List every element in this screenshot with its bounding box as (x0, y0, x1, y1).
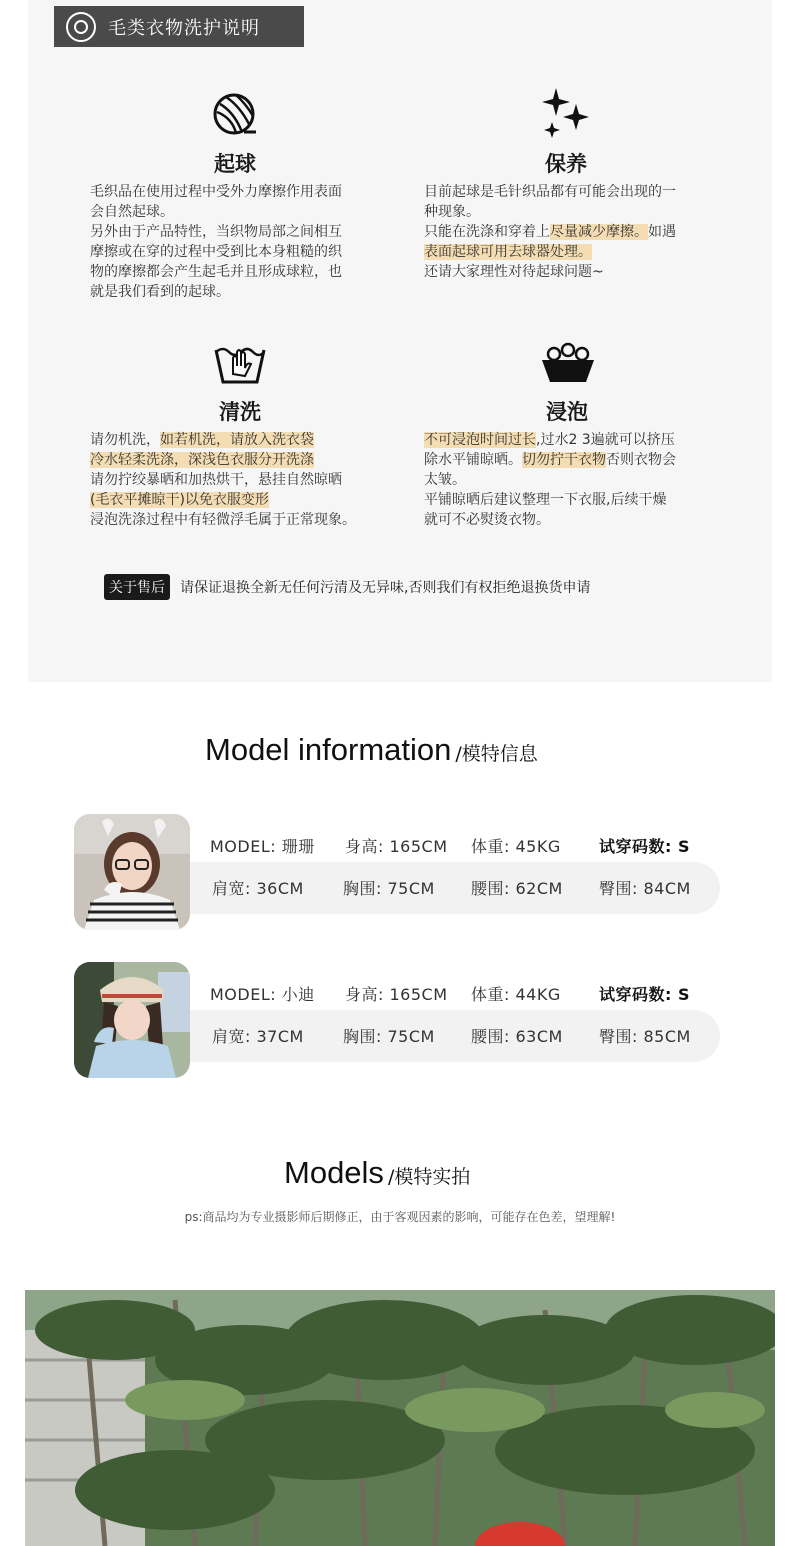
model-weight: 体重: 44KG (471, 985, 561, 1004)
model-avatar (74, 962, 190, 1078)
body-text: 平铺晾晒后建议整理一下衣服,后续干燥 (424, 492, 667, 508)
model-photo (25, 1290, 775, 1546)
care-text-line (90, 470, 356, 490)
body-text: 会自然起球。 (90, 204, 174, 220)
models-title-cn: /模特实拍 (387, 1166, 471, 1188)
care-section-body (90, 430, 356, 530)
care-text-line (90, 490, 356, 510)
body-text: 太皱。 (424, 472, 466, 488)
highlighted-text: 不可浸泡时间过长 (424, 432, 536, 448)
model-card (74, 962, 720, 1080)
body-text: 就是我们看到的起球。 (90, 284, 230, 300)
care-text-line (424, 262, 676, 282)
models-title (284, 1155, 470, 1191)
model-info-title (205, 732, 538, 768)
body-text: 请勿机洗， (90, 432, 160, 448)
body-text: 摩擦或在穿的过程中受到比本身粗糙的织 (90, 244, 342, 260)
care-text-line (90, 182, 342, 202)
soak-basin-icon (540, 342, 596, 384)
model-avatar (74, 814, 190, 930)
body-text: 还请大家理性对待起球问题~ (424, 264, 604, 280)
model-chest: 胸围: 75CM (343, 879, 435, 898)
model-card (74, 814, 720, 932)
model-weight: 体重: 45KG (471, 837, 561, 856)
care-text-line (90, 430, 356, 450)
care-section-title: 起球 (214, 152, 256, 176)
body-text: 物的摩擦都会产生起毛并且形成球粒，也 (90, 264, 342, 280)
body-text: 请勿拧绞暴晒和加热烘干，悬挂自然晾晒 (90, 472, 342, 488)
model-waist: 腰围: 63CM (471, 1027, 563, 1046)
body-text: 如遇 (648, 224, 676, 240)
body-text: 种现象。 (424, 204, 480, 220)
body-text: 浸泡洗涤过程中有轻微浮毛属于正常现象。 (90, 512, 356, 528)
model-chest: 胸围: 75CM (343, 1027, 435, 1046)
model-name: MODEL: 小迪 (210, 985, 315, 1004)
care-text-line (90, 510, 356, 530)
hand-wash-icon (213, 340, 267, 386)
care-text-line (90, 282, 342, 302)
model-name: MODEL: 珊珊 (210, 837, 315, 856)
highlighted-text: 表面起球可用去球器处理。 (424, 244, 592, 260)
body-text: 毛织品在使用过程中受外力摩擦作用表面 (90, 184, 342, 200)
care-text-line (90, 242, 342, 262)
model-shoulder: 肩宽: 36CM (212, 879, 304, 898)
model-shoulder: 肩宽: 37CM (212, 1027, 304, 1046)
care-text-line (90, 262, 342, 282)
body-text: ,过水2 3遍就可以挤压 (536, 432, 675, 448)
care-section-body (424, 430, 676, 530)
after-sale-text: 请保证退换全新无任何污清及无异味,否则我们有权拒绝退换货申请 (180, 580, 591, 596)
body-text: 目前起球是毛针织品都有可能会出现的一 (424, 184, 676, 200)
model-waist: 腰围: 62CM (471, 879, 563, 898)
care-text-line (90, 450, 356, 470)
highlighted-text: 切勿拧干衣物 (522, 452, 606, 468)
model-size: 试穿码数: S (599, 837, 690, 856)
care-text-line (424, 450, 676, 470)
care-text-line (424, 222, 676, 242)
model-hip: 臀围: 84CM (599, 879, 691, 898)
color-disclaimer: ps:商品均为专业摄影师后期修正，由于客观因素的影响，可能存在色差，望理解! (184, 1210, 616, 1224)
body-text: 否则衣物会 (606, 452, 676, 468)
care-text-line (424, 242, 676, 262)
highlighted-text: (毛衣平摊晾干)以免衣服变形 (90, 492, 269, 508)
highlighted-text: 尽量减少摩擦。 (550, 224, 648, 240)
care-header-title: 毛类衣物洗护说明 (108, 17, 260, 39)
model-height: 身高: 165CM (345, 837, 448, 856)
body-text: 另外由于产品特性，当织物局部之间相互 (90, 224, 342, 240)
care-section-title: 浸泡 (546, 400, 588, 424)
highlighted-text: 冷水轻柔洗涤，深浅色衣服分开洗涤 (90, 452, 314, 468)
model-info-title-en: Model information (205, 732, 452, 767)
care-section-body (90, 182, 342, 302)
body-text: 就可不必熨烫衣物。 (424, 512, 550, 528)
care-text-line (90, 222, 342, 242)
care-text-line (424, 182, 676, 202)
model-size: 试穿码数: S (599, 985, 690, 1004)
highlighted-text: 如若机洗，请放入洗衣袋 (160, 432, 314, 448)
body-text: 只能在洗涤和穿着上 (424, 224, 550, 240)
models-title-en: Models (284, 1155, 384, 1190)
care-section-title: 保养 (545, 152, 587, 176)
model-hip: 臀围: 85CM (599, 1027, 691, 1046)
care-text-line (424, 490, 676, 510)
after-sale-tag: 关于售后 (104, 574, 170, 600)
model-height: 身高: 165CM (345, 985, 448, 1004)
care-text-line (90, 202, 342, 222)
brand-logo-icon (66, 12, 96, 42)
care-text-line (424, 202, 676, 222)
care-section-title: 清洗 (219, 400, 261, 424)
after-sale-notice (104, 574, 590, 600)
model-info-title-cn: /模特信息 (455, 743, 538, 765)
sparkle-icon (540, 86, 592, 138)
yarn-ball-icon (212, 92, 258, 136)
care-text-line (424, 470, 676, 490)
body-text: 除水平铺晾晒。 (424, 452, 522, 468)
care-text-line (424, 510, 676, 530)
care-text-line (424, 430, 676, 450)
care-header (54, 6, 304, 47)
care-section-body (424, 182, 676, 282)
